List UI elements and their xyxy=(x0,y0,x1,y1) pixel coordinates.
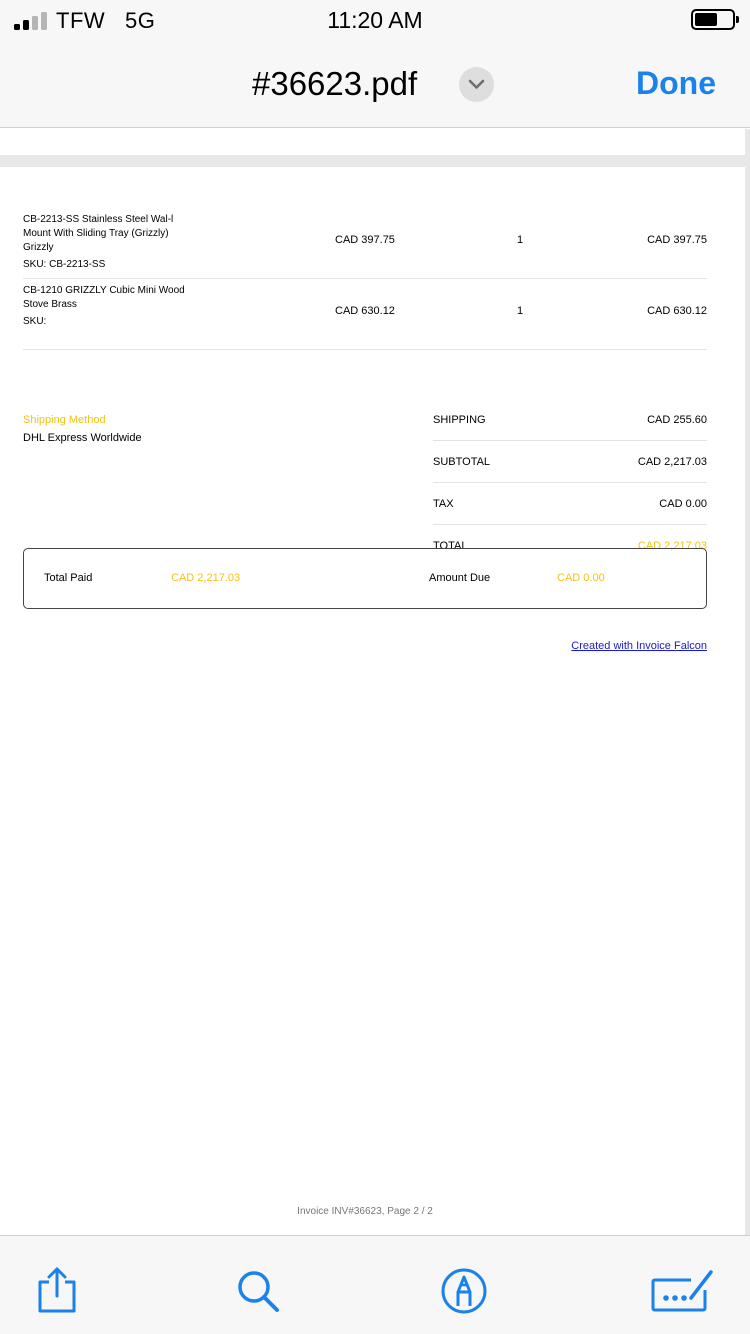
amount-due-value: CAD 0.00 xyxy=(557,572,605,584)
line-items-table xyxy=(23,208,707,350)
item-description xyxy=(23,213,198,272)
subtotal-value: CAD 2,217.03 xyxy=(637,456,707,468)
item-description xyxy=(23,284,198,329)
status-time: 11:20 AM xyxy=(327,7,423,33)
tax-value: CAD 0.00 xyxy=(659,498,707,510)
carrier-name: TFW xyxy=(56,8,106,33)
done-button[interactable]: Done xyxy=(636,65,716,101)
previous-page-edge xyxy=(0,129,745,155)
subtotal-label: SUBTOTAL xyxy=(433,456,491,468)
page-footer: Invoice INV#36623, Page 2 / 2 xyxy=(297,1206,433,1217)
item-quantity: 1 xyxy=(517,305,524,317)
battery-icon xyxy=(691,9,735,30)
item-price: CAD 397.75 xyxy=(335,234,395,246)
table-row xyxy=(23,279,707,350)
created-with-link[interactable]: Created with Invoice Falcon xyxy=(571,640,707,652)
item-total: CAD 397.75 xyxy=(647,234,707,246)
totals-row-shipping xyxy=(433,399,707,441)
item-quantity: 1 xyxy=(517,234,524,246)
total-label: TOTAL xyxy=(433,540,468,552)
totals-row-tax xyxy=(433,483,707,525)
chevron-down-icon xyxy=(468,79,485,90)
item-name: CB-1210 GRIZZLY Cubic Mini Wood Stove Brass xyxy=(23,285,185,310)
shipping-value: CAD 255.60 xyxy=(647,414,707,426)
item-sku: SKU: CB-2213-SS xyxy=(23,259,106,270)
network-type: 5G xyxy=(125,8,156,33)
markup-icon xyxy=(439,1266,489,1316)
item-price: CAD 630.12 xyxy=(335,305,395,317)
item-sku: SKU: xyxy=(23,316,47,327)
payment-summary-box xyxy=(23,548,707,609)
bottom-toolbar xyxy=(0,1235,750,1334)
amount-due-label: Amount Due xyxy=(429,572,491,584)
totals-table xyxy=(433,399,707,567)
nav-bar xyxy=(0,40,750,128)
item-total: CAD 630.12 xyxy=(647,305,707,317)
document-title[interactable]: #36623.pdf xyxy=(252,65,418,102)
search-button[interactable] xyxy=(233,1266,283,1316)
total-paid-value: CAD 2,217.03 xyxy=(171,572,241,584)
search-icon xyxy=(233,1266,283,1316)
table-row xyxy=(23,208,707,279)
share-icon xyxy=(32,1266,82,1316)
status-bar xyxy=(0,0,750,40)
shipping-label: SHIPPING xyxy=(433,414,486,426)
pdf-page xyxy=(0,167,745,1235)
markup-button[interactable] xyxy=(439,1266,489,1316)
tax-label: TAX xyxy=(433,498,454,510)
pdf-viewer[interactable] xyxy=(0,129,750,1235)
shipping-method-value: DHL Express Worldwide xyxy=(23,432,142,444)
totals-row-subtotal xyxy=(433,441,707,483)
item-name: CB-2213-SS Stainless Steel Wal-l Mount With Sliding Tray (Grizzly) Grizzly xyxy=(23,214,174,253)
shipping-method-label: Shipping Method xyxy=(23,414,106,426)
total-paid-label: Total Paid xyxy=(44,572,93,584)
signature-button[interactable] xyxy=(651,1268,713,1318)
title-menu-button[interactable] xyxy=(459,67,494,102)
share-button[interactable] xyxy=(32,1266,82,1316)
signature-icon xyxy=(651,1268,713,1314)
total-value: CAD 2,217.03 xyxy=(637,540,707,552)
